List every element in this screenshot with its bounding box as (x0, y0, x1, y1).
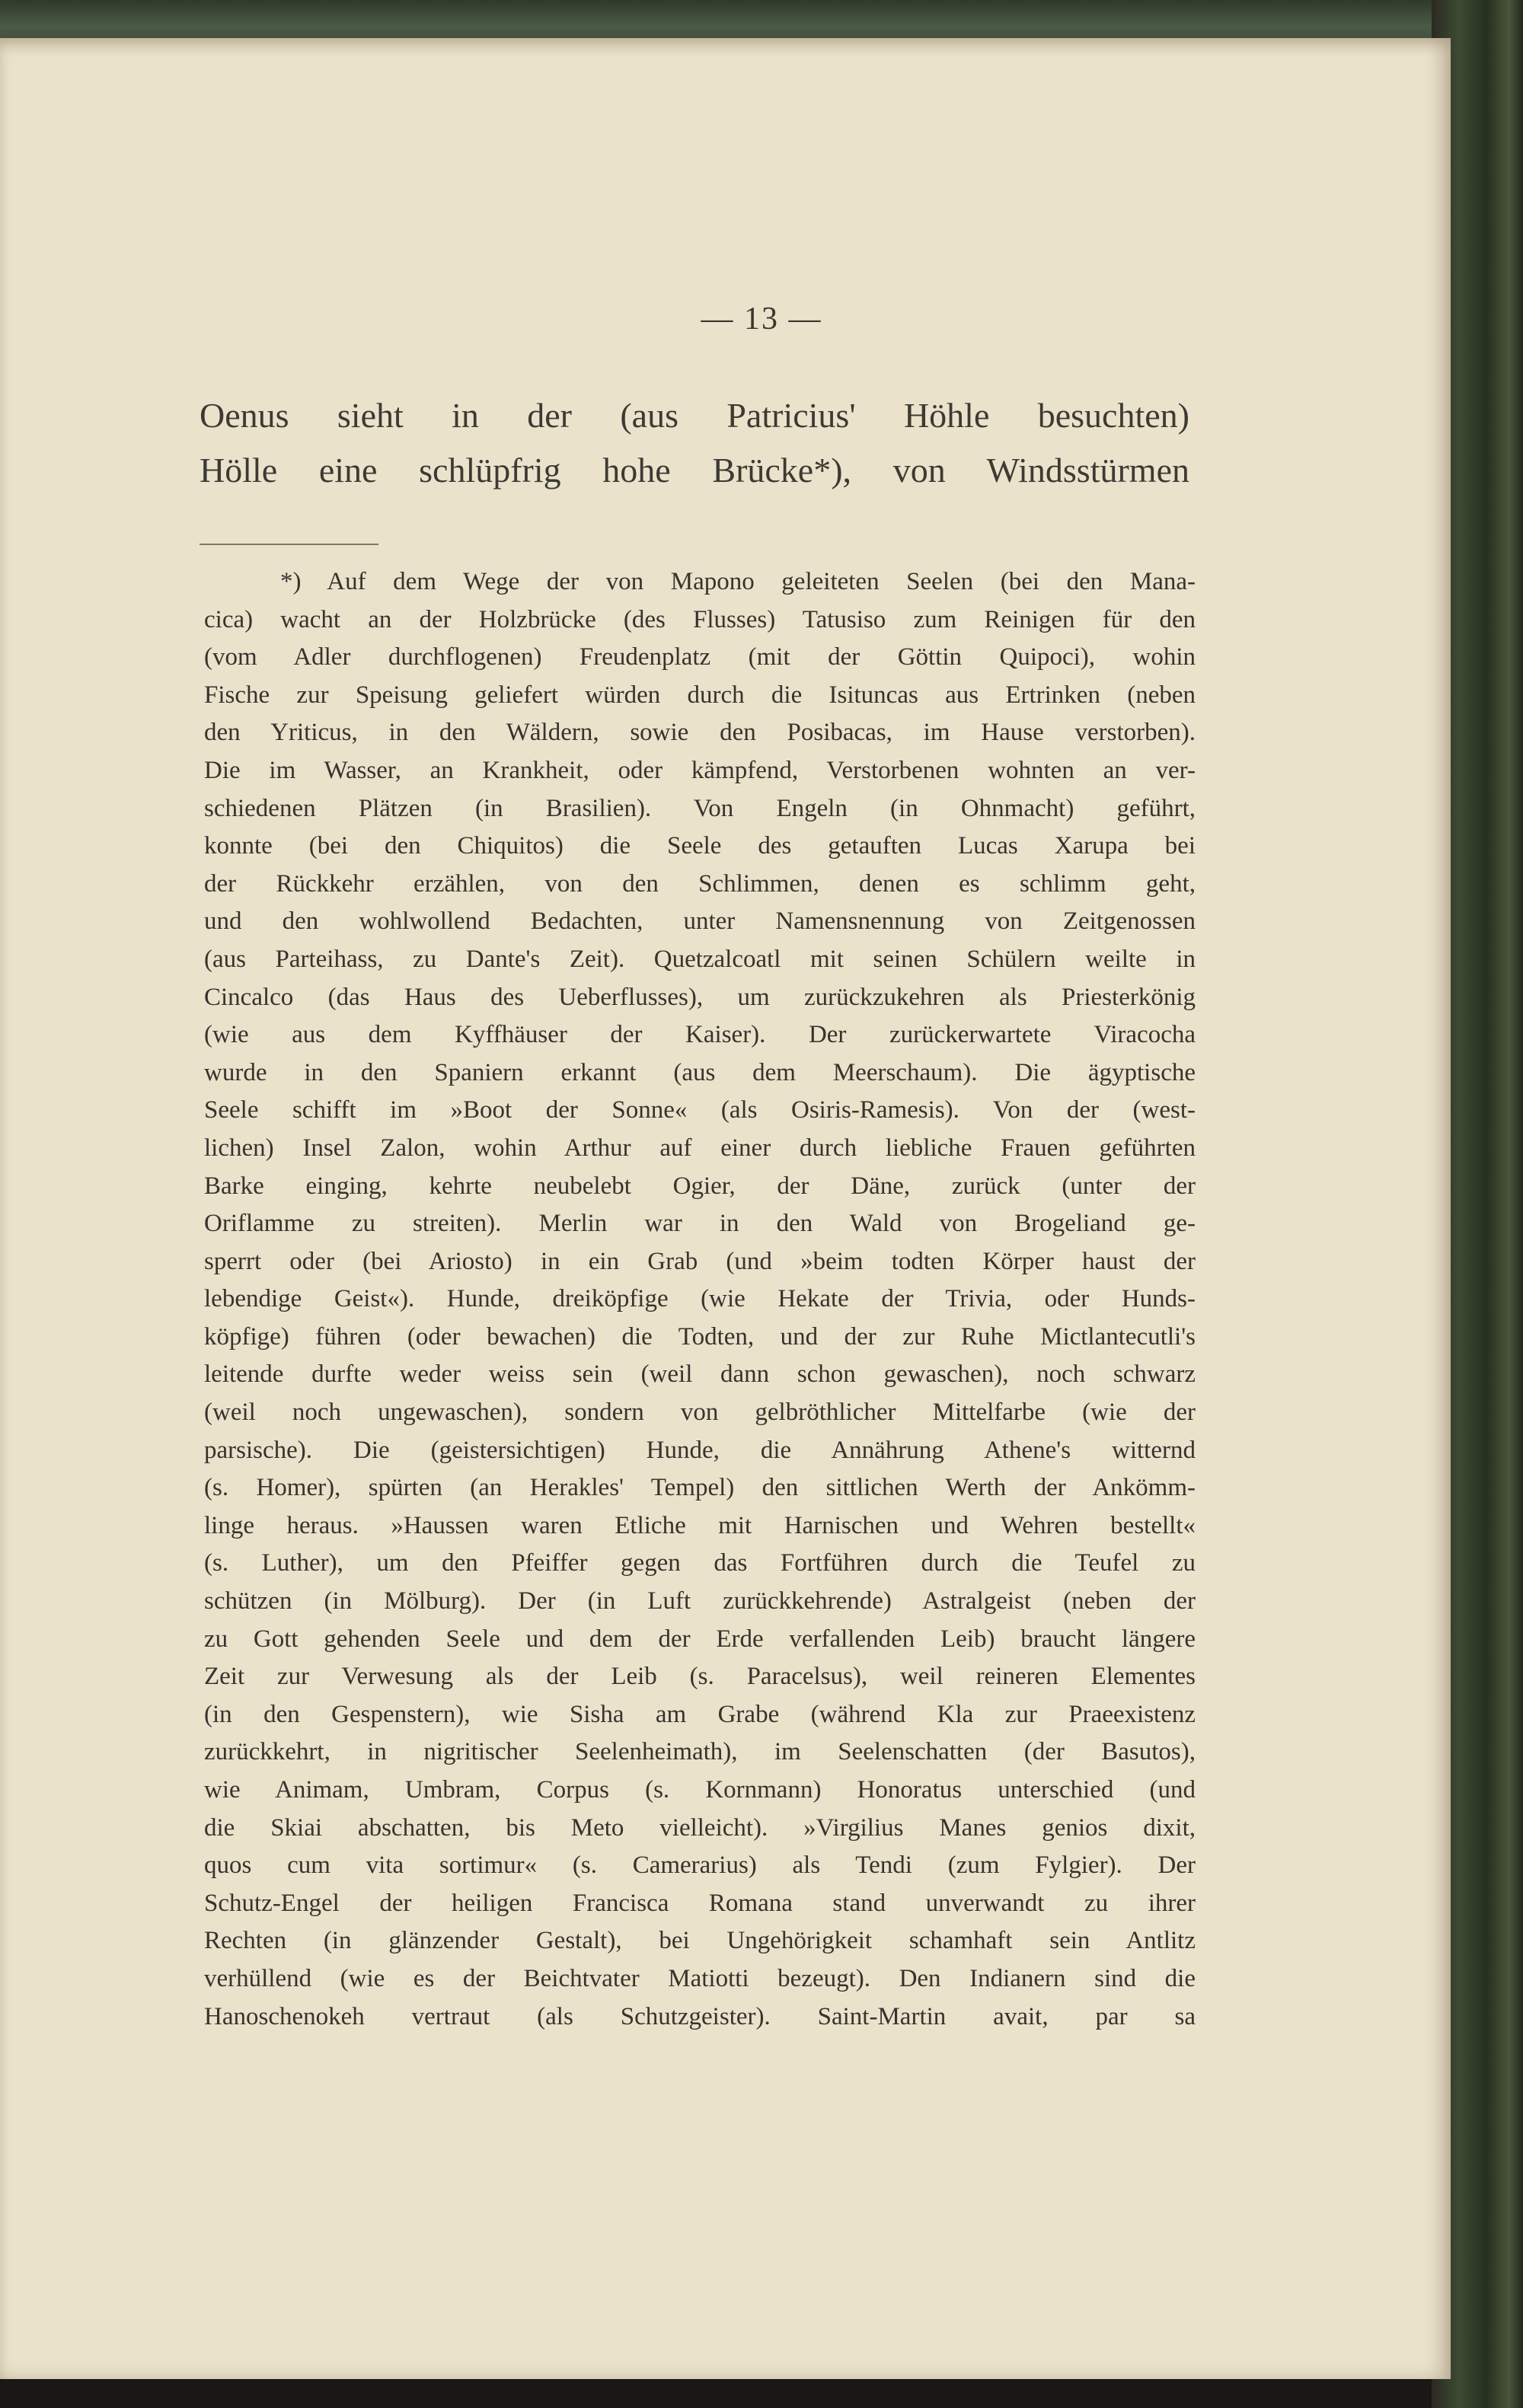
footnote-line: zurückkehrt, in nigritischer Seelenheimath), im Seelenschatten (der Basutos), (204, 1738, 1196, 1766)
footnote-line: (weil noch ungewaschen), sondern von gelbröthlicher Mittelfarbe (wie der (204, 1399, 1196, 1427)
footnote-line: der Rückkehr erzählen, von den Schlimmen, denen es schlimm geht, (204, 869, 1196, 898)
page-number: — 13 — (701, 301, 822, 336)
footnote-line: linge heraus. »Haussen waren Etliche mit Harnischen und Wehren bestellt« (204, 1511, 1196, 1539)
footnote-line: quos cum vita sortimur« (s. Camerarius) als Tendi (zum Fylgier). Der (204, 1851, 1196, 1880)
body-line: Hölle eine schlüpfrig hohe Brücke*), von Windsstürmen (200, 451, 1189, 490)
footnote-line: wurde in den Spaniern erkannt (aus dem Meerschaum). Die ägyptische (204, 1058, 1196, 1086)
footnote-line: Hanoschenokeh vertraut (als Schutzgeister). Saint-Martin avait, par sa (204, 2002, 1196, 2030)
footnote-line: Schutz-Engel der heiligen Francisca Romana stand unverwandt zu ihrer (204, 1889, 1196, 1917)
footnote-line: leitende durfte weder weiss sein (weil dann schon gewaschen), noch schwarz (204, 1360, 1196, 1389)
footnote-rule (200, 544, 378, 545)
footnote-line: zu Gott gehenden Seele und dem der Erde verfallenden Leib) braucht längere (204, 1625, 1196, 1653)
footnote-line: sperrt oder (bei Ariosto) in ein Grab (und »beim todten Körper haust der (204, 1247, 1196, 1275)
footnote-line: Die im Wasser, an Krankheit, oder kämpfend, Verstorbenen wohnten an ver- (204, 756, 1196, 784)
footnote-line: lichen) Insel Zalon, wohin Arthur auf einer durch liebliche Frauen geführten (204, 1134, 1196, 1162)
footnote-line: schützen (in Mölburg). Der (in Luft zurückkehrende) Astralgeist (neben der (204, 1587, 1196, 1615)
footnote-line: (in den Gespenstern), wie Sisha am Grabe (während Kla zur Praeexistenz (204, 1700, 1196, 1728)
footnote-line: lebendige Geist«). Hunde, dreiköpfige (wie Hekate der Trivia, oder Hunds- (204, 1285, 1196, 1313)
footnote-line: (wie aus dem Kyffhäuser der Kaiser). Der zurückerwartete Viracocha (204, 1021, 1196, 1049)
footnote-line: die Skiai abschatten, bis Meto vielleicht). »Virgilius Manes genios dixit, (204, 1813, 1196, 1842)
footnote-line: den Yriticus, in den Wäldern, sowie den Posibacas, im Hause verstorben). (204, 719, 1196, 747)
footnote-line: Seele schifft im »Boot der Sonne« (als Osiris-Ramesis). Von der (west- (204, 1096, 1196, 1124)
footnote-line: und den wohlwollend Bedachten, unter Namensnennung von Zeitgenossen (204, 907, 1196, 936)
footnote-line: konnte (bei den Chiquitos) die Seele des getauften Lucas Xarupa bei (204, 832, 1196, 860)
footnote-line: Zeit zur Verwesung als der Leib (s. Paracelsus), weil reineren Elementes (204, 1663, 1196, 1691)
footnote-line: schiedenen Plätzen (in Brasilien). Von Engeln (in Ohnmacht) geführt, (204, 794, 1196, 822)
footnote-line: Barke einging, kehrte neubelebt Ogier, der Däne, zurück (unter der (204, 1172, 1196, 1200)
footnote-line: Fische zur Speisung geliefert würden durch die Isituncas aus Ertrinken (neben (204, 681, 1196, 709)
footnote-line: Cincalco (das Haus des Ueberflusses), um zurückzukehren als Priesterkönig (204, 983, 1196, 1011)
footnote-line: cica) wacht an der Holzbrücke (des Flusses) Tatusiso zum Reinigen für den (204, 605, 1196, 633)
footnote-line: parsische). Die (geistersichtigen) Hunde, die Annährung Athene's witternd (204, 1436, 1196, 1464)
footnote-line: (s. Luther), um den Pfeiffer gegen das Fortführen durch die Teufel zu (204, 1549, 1196, 1577)
body-text (200, 388, 1189, 498)
footnote-line: (vom Adler durchflogenen) Freudenplatz (mit der Göttin Quipoci), wohin (204, 643, 1196, 671)
footnote-line: köpfige) führen (oder bewachen) die Todten, und der zur Ruhe Mictlantecutli's (204, 1322, 1196, 1351)
footnote-line: (s. Homer), spürten (an Herakles' Tempel) den sittlichen Werth der Ankömm- (204, 1474, 1196, 1502)
footnote-line: (aus Parteihass, zu Dante's Zeit). Quetzalcoatl mit seinen Schülern weilte in (204, 945, 1196, 973)
body-line: Oenus sieht in der (aus Patricius' Höhle besuchten) (200, 396, 1189, 435)
footnote-line: verhüllend (wie es der Beichtvater Matiotti bezeugt). Den Indianern sind die (204, 1964, 1196, 1992)
footnote-line: wie Animam, Umbram, Corpus (s. Kornmann) Honoratus unterschied (und (204, 1776, 1196, 1804)
footnote (204, 563, 1196, 2036)
footnote-line: *) Auf dem Wege der von Mapono geleiteten Seelen (bei den Mana- (280, 568, 1196, 595)
footnote-line: Rechten (in glänzender Gestalt), bei Ungehörigkeit schamhaft sein Antlitz (204, 1927, 1196, 1955)
footnote-line: Oriflamme zu streiten). Merlin war in den Wald von Brogeliand ge- (204, 1210, 1196, 1238)
